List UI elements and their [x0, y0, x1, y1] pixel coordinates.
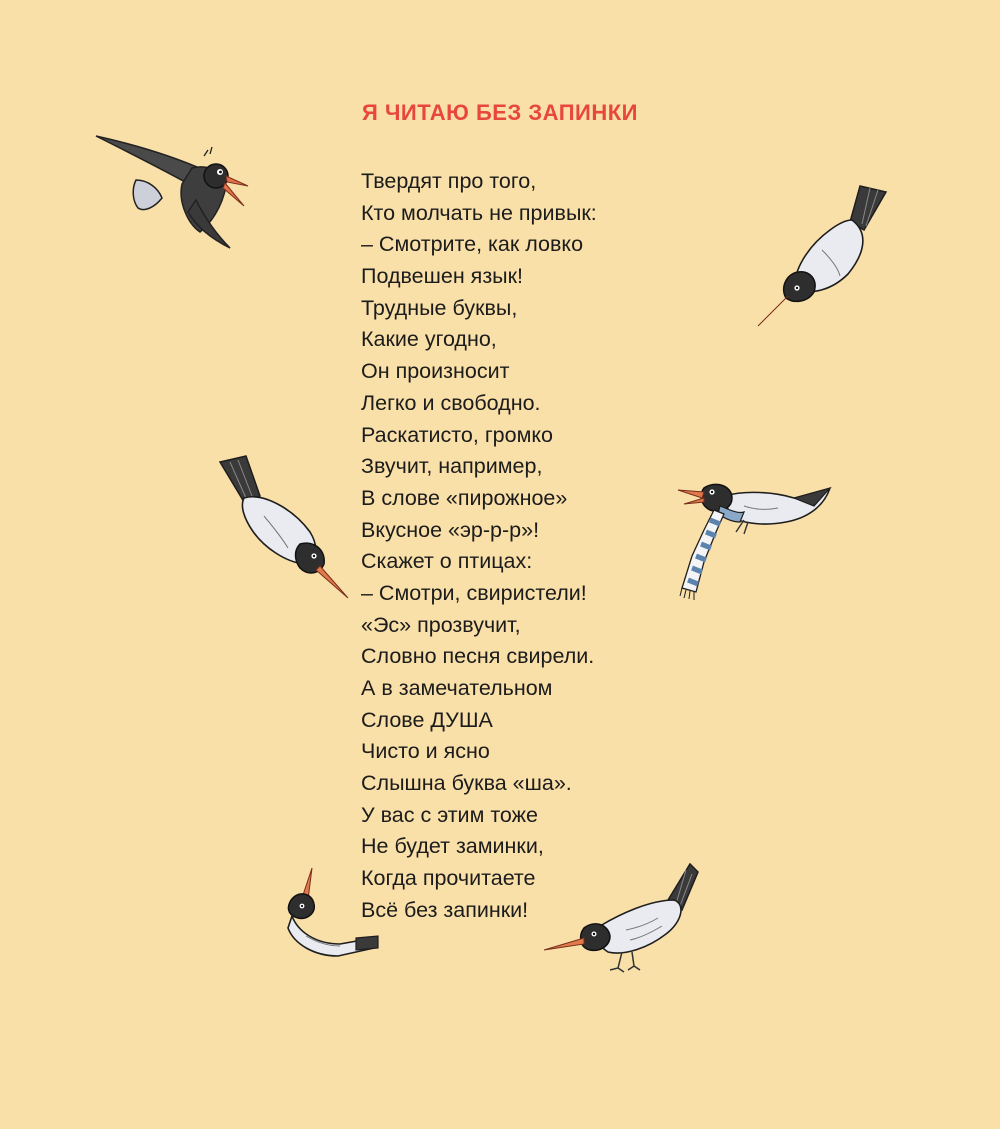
poem-line: Кто молчать не привык: — [361, 200, 597, 225]
poem-line: – Смотрите, как ловко — [361, 232, 584, 257]
poem-line: Когда прочитаете — [361, 866, 536, 891]
poem-line: Словно песня свирели. — [361, 644, 595, 669]
poem-line: Вкусное «эр-р-р»! — [361, 517, 540, 542]
poem-line: Чисто и ясно — [361, 739, 490, 764]
poem-line: Какие угодно, — [361, 327, 497, 352]
poem-line: Он произносит — [361, 359, 510, 384]
poem-line: – Смотри, свиристели! — [361, 580, 587, 605]
poem-line: А в замечательном — [361, 676, 553, 700]
poem-line: У вас с этим тоже — [361, 802, 538, 827]
small-bird-illustration — [276, 866, 386, 966]
flying-bird-illustration — [92, 128, 252, 253]
poem-line: Трудные буквы, — [361, 295, 518, 320]
poem-line: Подвешен язык! — [361, 264, 524, 289]
poem-line: Всё без запинки! — [361, 897, 529, 922]
bird-with-scarf-illustration — [674, 476, 834, 606]
poem-line: Звучит, например, — [361, 454, 543, 479]
poem-title: Я ЧИТАЮ БЕЗ ЗАПИНКИ — [362, 100, 638, 125]
poem-line: Слове ДУША — [361, 707, 493, 732]
poem-line: Не будет заминки, — [361, 834, 544, 859]
poem-line: «Эс» прозвучит, — [361, 612, 521, 637]
poem-line: Слышна буква «ша». — [361, 771, 572, 796]
poem-line: В слове «пирожное» — [361, 485, 568, 510]
walking-bird-illustration — [540, 860, 710, 985]
diving-bird-right-illustration — [752, 180, 892, 330]
poem-line: Твердят про того, — [361, 169, 537, 193]
poem-line: Раскатисто, громко — [361, 422, 553, 447]
diving-bird-left-illustration — [216, 452, 356, 602]
poem-line: Легко и свободно. — [361, 390, 541, 415]
poem-line: Скажет о птицах: — [361, 549, 533, 574]
